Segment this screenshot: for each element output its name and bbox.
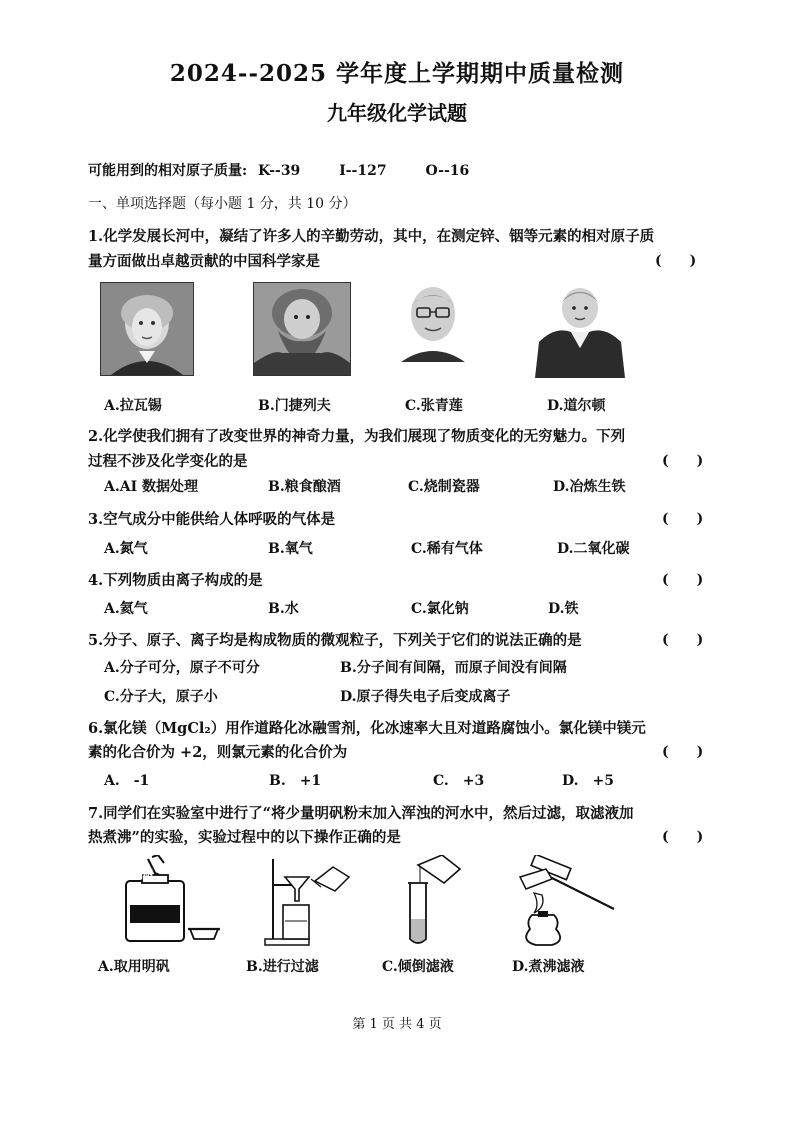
q2-option-d[interactable]: D.冶炼生铁 [553, 479, 626, 495]
atomic-mass-o: O--16 [425, 163, 470, 179]
q1-option-c[interactable]: C.张青莲 [405, 398, 463, 414]
q1-option-d[interactable]: D.道尔顿 [547, 398, 606, 414]
q5-option-a[interactable]: A.分子可分，原子不可分 [104, 660, 260, 676]
q3-line1: 3.空气成分中能供给人体呼吸的气体是 [88, 511, 336, 528]
q6-option-b[interactable]: B. +1 [269, 773, 322, 789]
q3-option-b[interactable]: B.氧气 [268, 541, 313, 557]
apparatus-pouring [400, 855, 480, 947]
atomic-mass-line [88, 160, 469, 180]
q2-answer-blank[interactable]: ( ) [662, 453, 704, 469]
q2-option-c[interactable]: C.烧制瓷器 [408, 479, 480, 495]
q5-option-c[interactable]: C.分子大，原子小 [104, 689, 218, 705]
q4-option-b[interactable]: B.水 [268, 601, 299, 617]
q6-line2: 素的化合价为 +2，则氯元素的化合价为 [88, 744, 348, 761]
atomic-mass-i: I--127 [339, 163, 387, 179]
q4-option-a[interactable]: A.氦气 [104, 601, 148, 617]
q6-option-d[interactable]: D. +5 [562, 773, 614, 789]
q1-line1: 1.化学发展长河中，凝结了许多人的辛勤劳动，其中，在测定锌、铟等元素的相对原子质 [88, 228, 655, 245]
q4-option-c[interactable]: C.氯化钠 [411, 601, 469, 617]
portrait-mendeleev [253, 282, 351, 376]
q1-option-a[interactable]: A.拉瓦锡 [104, 398, 162, 414]
q2-option-a[interactable]: A.AI 数据处理 [104, 479, 199, 495]
q5-option-d[interactable]: D.原子得失电子后变成离子 [340, 689, 511, 705]
q5-option-b[interactable]: B.分子间有间隔，而原子间没有间隔 [340, 660, 567, 676]
q6-option-a[interactable]: A. -1 [104, 773, 150, 789]
q7-line1: 7.同学们在实验室中进行了“将少量明矾粉末加入浑浊的河水中，然后过滤，取滤液加 [88, 805, 634, 822]
section-heading: 一、单项选择题（每小题 1 分，共 10 分） [88, 196, 357, 212]
q6-option-c[interactable]: C. +3 [433, 773, 485, 789]
q6-answer-blank[interactable]: ( ) [662, 744, 704, 760]
q2-line2: 过程不涉及化学变化的是 [88, 453, 248, 470]
exam-title: 2024--2025 学年度上学期期中质量检测 [169, 60, 625, 87]
bottle-label: 明矾 [132, 868, 154, 881]
q3-option-c[interactable]: C.稀有气体 [411, 541, 483, 557]
q4-option-d[interactable]: D.铁 [548, 601, 579, 617]
exam-subtitle: 九年级化学试题 [327, 101, 467, 125]
q7-option-c[interactable]: C.倾倒滤液 [382, 959, 454, 975]
q3-option-d[interactable]: D.二氧化碳 [557, 541, 630, 557]
portrait-lavoisier [100, 282, 194, 376]
q7-option-b[interactable]: B.进行过滤 [246, 959, 319, 975]
q4-answer-blank[interactable]: ( ) [662, 572, 704, 588]
apparatus-filtration [263, 855, 363, 947]
page-footer: 第 1 页 共 4 页 [352, 1017, 442, 1032]
q7-option-a[interactable]: A.取用明矾 [98, 959, 170, 975]
atomic-mass-k: K--39 [258, 163, 301, 179]
q7-option-d[interactable]: D.煮沸滤液 [512, 959, 585, 975]
portrait-dalton [533, 282, 627, 378]
q3-option-a[interactable]: A.氮气 [104, 541, 148, 557]
q2-line1: 2.化学使我们拥有了改变世界的神奇力量，为我们展现了物质变化的无穷魅力。下列 [88, 428, 626, 445]
q1-answer-blank[interactable]: ( ) [655, 253, 697, 269]
apparatus-heating [506, 855, 621, 947]
q1-option-b[interactable]: B.门捷列夫 [258, 398, 331, 414]
q5-line1: 5.分子、原子、离子均是构成物质的微观粒子，下列关于它们的说法正确的是 [88, 632, 582, 649]
q7-line2: 热煮沸”的实验，实验过程中的以下操作正确的是 [88, 829, 401, 846]
q7-answer-blank[interactable]: ( ) [662, 829, 704, 845]
q2-option-b[interactable]: B.粮食酿酒 [268, 479, 341, 495]
q6-line1: 6.氯化镁（MgCl₂）用作道路化冰融雪剂，化冰速率大且对道路腐蚀小。氯化镁中镁元 [88, 720, 646, 737]
atomic-mass-label: 可能用到的相对原子质量: [88, 163, 248, 179]
q1-line2: 量方面做出卓越贡献的中国科学家是 [88, 253, 320, 270]
q4-line1: 4.下列物质由离子构成的是 [88, 572, 263, 589]
q3-answer-blank[interactable]: ( ) [662, 511, 704, 527]
portrait-zhang-qinglian [397, 282, 469, 362]
q5-answer-blank[interactable]: ( ) [662, 632, 704, 648]
